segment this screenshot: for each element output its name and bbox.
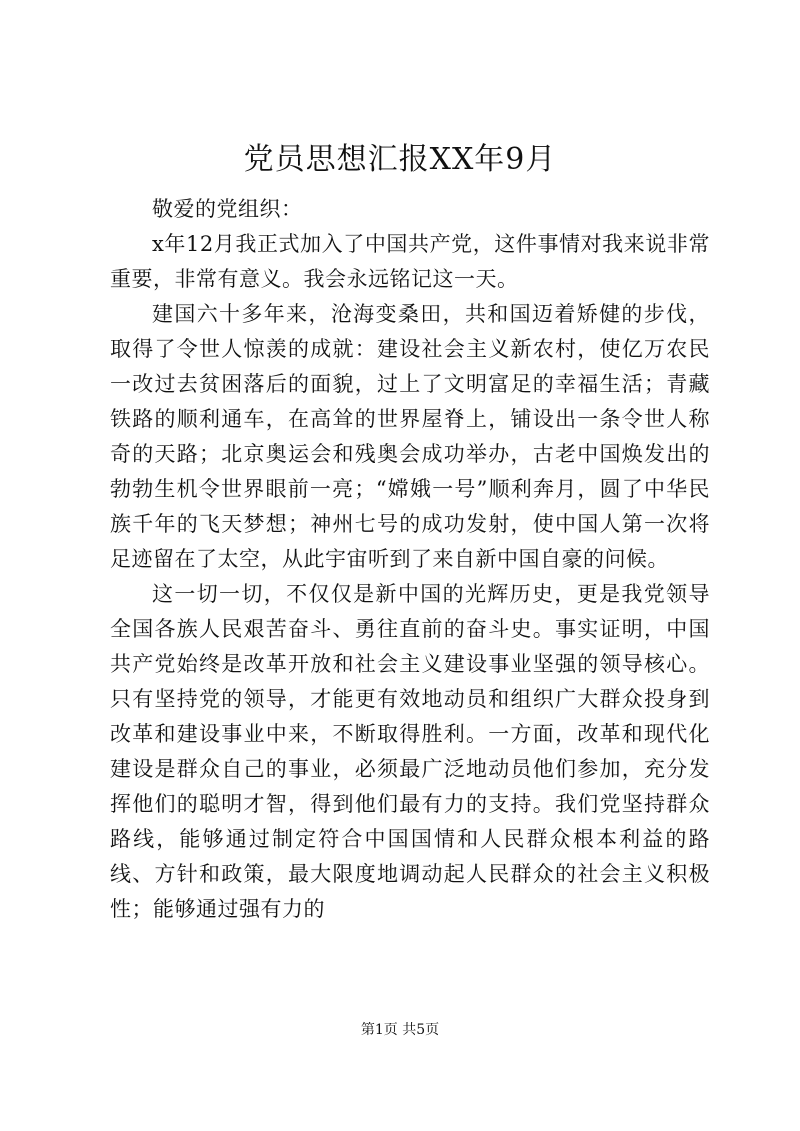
- salutation: 敬爱的党组织：: [152, 197, 303, 221]
- document-title: 党员思想汇报XX年9月: [243, 142, 557, 177]
- paragraph-2: 建国六十多年来，沧海变桑田，共和国迈着矫健的步伐，取得了令世人惊羡的成就：建设社会主义新农村，使亿万农民一改过去贫困落后的面貌，过上了文明富足的幸福生活；青藏铁路的顺利通车，在高耸的世界屋脊上，铺设出一条令世人称奇的天路；北京奥运会和残奥会成功举办，古老中国焕发出的勃勃生机令世界眼前一亮；“嫦娥一号”顺利奔月，圆了中华民族千年的飞天梦想；神州七号的成功发射，使中国人第一次将足迹留在了太空，从此宇宙听到了来自新中国自豪的问候。: [110, 302, 710, 571]
- paragraph-3: 这一切一切，不仅仅是新中国的光辉历史，更是我党领导全国各族人民艰苦奋斗、勇往直前的奋斗史。事实证明，中国共产党始终是改革开放和社会主义建设事业坚强的领导核心。只有坚持党的领导，才能更有效地动员和组织广大群众投身到改革和建设事业中来，不断取得胜利。一方面，改革和现代化建设是群众自己的事业，必须最广泛地动员他们参加，充分发挥他们的聪明才智，得到他们最有力的支持。我们党坚持群众路线，能够通过制定符合中国国情和人民群众根本利益的路线、方针和政策，最大限度地调动起人民群众的社会主义积极性；能够通过强有力的: [110, 582, 710, 921]
- document-body: [110, 192, 710, 927]
- page-number-footer: 第1页 共5页: [360, 1022, 440, 1038]
- paragraph-1: x年12月我正式加入了中国共产党，这件事情对我来说非常重要，非常有意义。我会永远铭记这一天。: [110, 232, 710, 291]
